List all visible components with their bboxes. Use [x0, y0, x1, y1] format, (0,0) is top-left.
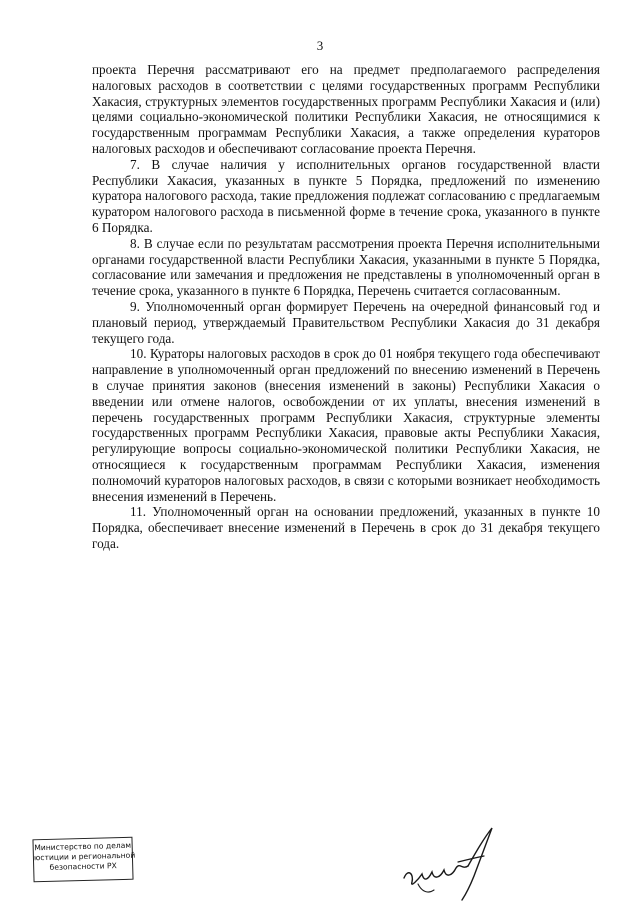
paragraph-item-9: 9. Уполномоченный орган формирует Перечень на очередной финансовый год и плановый период, утверждаемый Правительством Республики Хакасия до 31 декабря текущего года.: [92, 298, 600, 346]
paragraph-item-11: 11. Уполномоченный орган на основании предложений, указанных в пункте 10 Порядка, обеспечивает внесение изменений в Перечень в срок до 31 декабря текущего года.: [92, 504, 600, 551]
stamp-line-1: Министерство по делам: [34, 840, 132, 853]
stamp-line-2: юстиции и региональной: [33, 850, 136, 863]
paragraph-item-7: 7. В случае наличия у исполнительных органов государственной власти Республики Хакасия, указанных в пункте 5 Порядка, предложений по изменению куратора налогового расхода, такие предложения подлежат согласованию с предлагаемым куратором налогового расхода в письменной форме в течение срока, указанного в пункте 6 Порядка.: [92, 156, 600, 235]
stamp-line-3: безопасности РХ: [49, 861, 117, 872]
ministry-stamp: [32, 837, 136, 883]
paragraph-continuation: проекта Перечня рассматривают его на предмет предполагаемого распределения налоговых расходов в соответствии с целями государственных программ Республики Хакасия, структурных элементов государственных программ Республики Хакасия и (или) целями социально-экономической политики Республики Хакасия, не относящимися к государственным программам Республики Хакасия, а также определения кураторов налоговых расходов и обеспечивают согласование проекта Перечня.: [92, 62, 600, 156]
page-number: 3: [316, 38, 324, 53]
document-body: [92, 62, 600, 552]
paragraph-item-10: 10. Кураторы налоговых расходов в срок до 01 ноября текущего года обеспечивают направление в уполномоченный орган предложений по внесению изменений в Перечень в случае принятия законов (внесения изменений в законы) Республики Хакасия о введении или отмене налогов, освобождении от их уплаты, внесения изменений в перечень государственных программ Республики Хакасия, структурные элементы государственных программ Республики Хакасия, правовые акты Республики Хакасия, регулирующие вопросы социально-экономической политики Республики Хакасия, не относящиеся к государственным программам Республики Хакасия, изменения полномочий кураторов налоговых расходов, в связи с которыми возникает необходимость внесения изменений в Перечень.: [92, 346, 600, 504]
paragraph-item-8: 8. В случае если по результатам рассмотрения проекта Перечня исполнительными органами государственной власти Республики Хакасия, указанными в пункте 5 Порядка, согласование или замечания и предложения не представлены в уполномоченный орган в течение срока, указанного в пункте 6 Порядка, Перечень считается согласованным.: [92, 235, 600, 299]
handwritten-signature: [398, 822, 498, 902]
